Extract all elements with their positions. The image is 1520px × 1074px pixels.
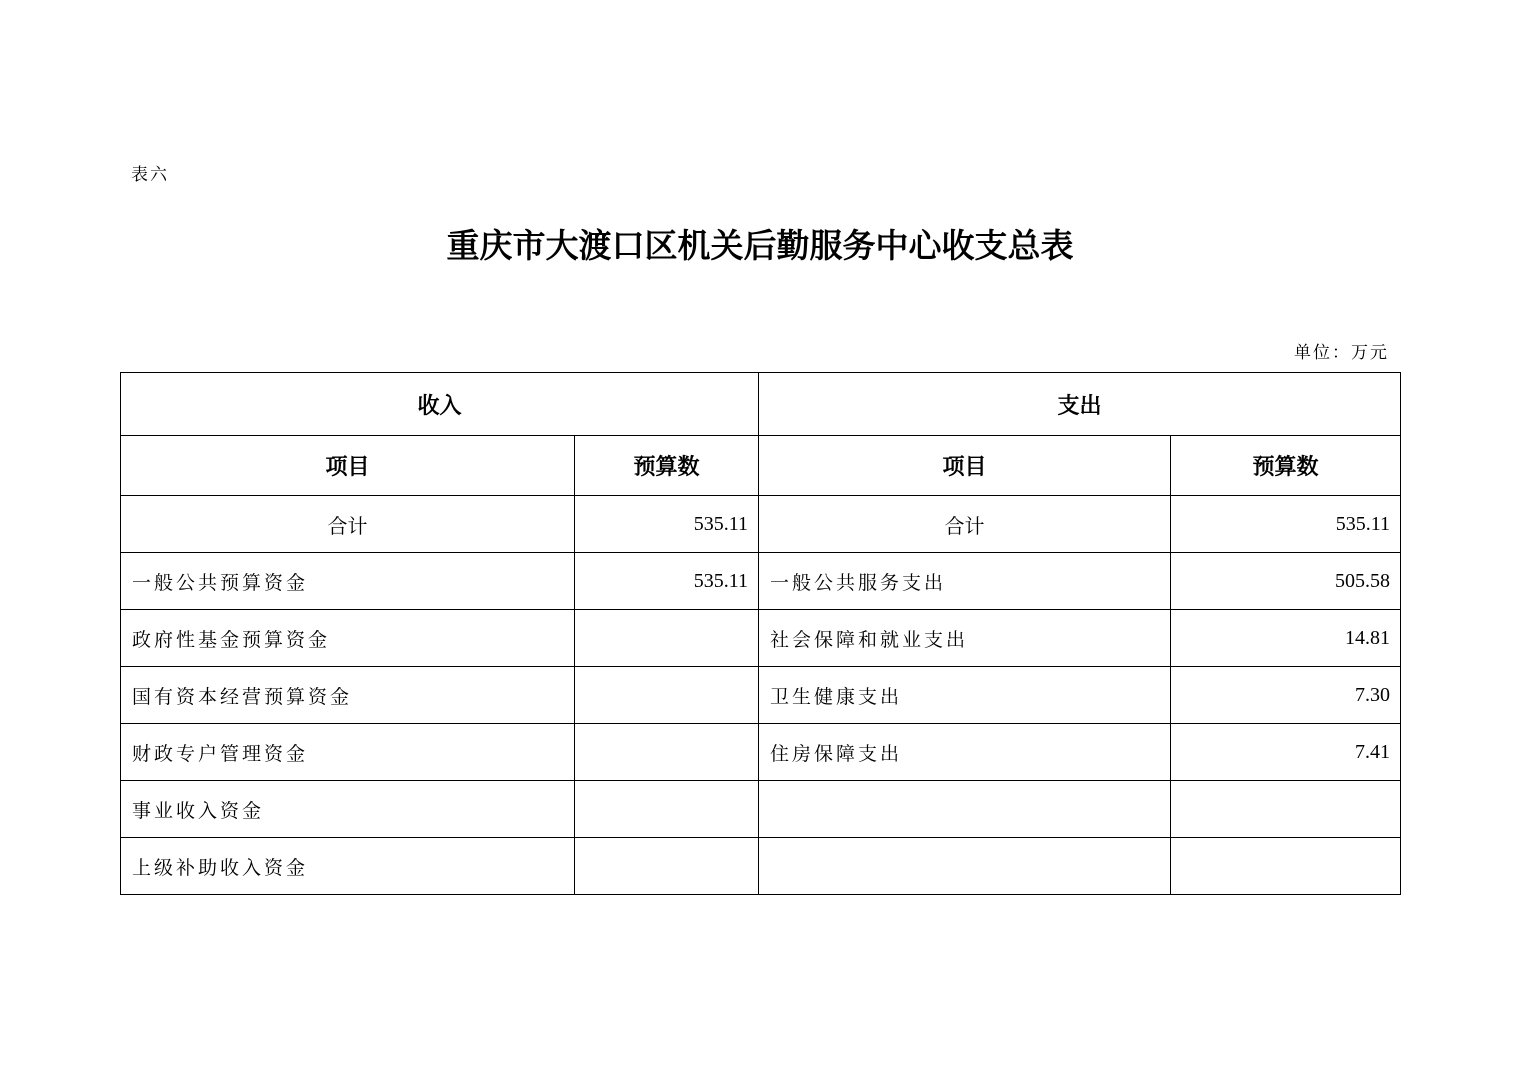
expense-value: 7.41 [1171,724,1401,781]
income-item: 上级补助收入资金 [121,838,575,895]
income-value [575,610,759,667]
income-total-label: 合计 [121,496,575,553]
expense-header: 支出 [759,373,1401,436]
income-item: 国有资本经营预算资金 [121,667,575,724]
total-row [121,496,1401,553]
expense-item-header: 项目 [759,436,1171,496]
expense-item: 卫生健康支出 [759,667,1171,724]
expense-value [1171,838,1401,895]
income-item: 事业收入资金 [121,781,575,838]
income-total-value: 535.11 [575,496,759,553]
income-value [575,667,759,724]
expense-item [759,781,1171,838]
column-header-row [121,436,1401,496]
income-item: 一般公共预算资金 [121,553,575,610]
income-value [575,781,759,838]
expense-item [759,838,1171,895]
table-row [121,781,1401,838]
income-item: 财政专户管理资金 [121,724,575,781]
expense-value [1171,781,1401,838]
income-header: 收入 [121,373,759,436]
table-row [121,724,1401,781]
expense-value: 505.58 [1171,553,1401,610]
income-value: 535.11 [575,553,759,610]
table-label: 表六 [131,165,169,185]
unit-label: 单位：万元 [1294,343,1389,363]
table-row [121,553,1401,610]
expense-total-label: 合计 [759,496,1171,553]
expense-value: 7.30 [1171,667,1401,724]
income-item: 政府性基金预算资金 [121,610,575,667]
expense-item: 住房保障支出 [759,724,1171,781]
page-title: 重庆市大渡口区机关后勤服务中心收支总表 [446,226,1074,265]
group-header-row [121,373,1401,436]
expense-total-value: 535.11 [1171,496,1401,553]
income-value [575,838,759,895]
income-item-header: 项目 [121,436,575,496]
income-expense-table [120,372,1401,895]
table-row [121,610,1401,667]
expense-budget-header: 预算数 [1171,436,1401,496]
expense-value: 14.81 [1171,610,1401,667]
income-value [575,724,759,781]
expense-item: 社会保障和就业支出 [759,610,1171,667]
table-row [121,838,1401,895]
table-row [121,667,1401,724]
income-budget-header: 预算数 [575,436,759,496]
expense-item: 一般公共服务支出 [759,553,1171,610]
